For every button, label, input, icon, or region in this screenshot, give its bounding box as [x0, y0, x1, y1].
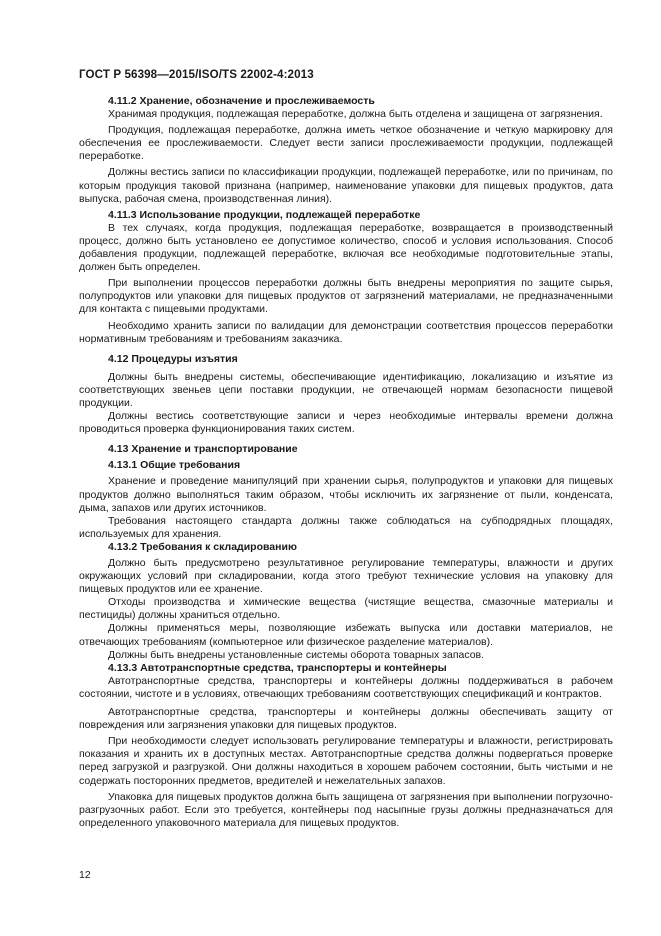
- paragraph: Продукция, подлежащая переработке, должна иметь четкое обозначение и четкую маркировку для обеспечения ее прослеживаемости. Следует вести записи прослеживаемости продукции, подлежащей переработке.: [79, 124, 613, 163]
- section-heading-4-13-3: 4.13.3 Автотранспортные средства, транспортеры и контейнеры: [108, 661, 447, 674]
- paragraph: Упаковка для пищевых продуктов должна быть защищена от загрязнения при выполнении погрузочно-разгрузочных работ. Если это требуется, контейнеры под насыпные грузы должны предназначаться для определенного упаковочного материала для пищевых продуктов.: [79, 790, 613, 829]
- paragraph: Должны быть внедрены системы, обеспечивающие идентификацию, локализацию и изъятие из соответствующих звеньев цепи поставки продукции, не отвечающей нормам безопасности пищевой продукции.: [79, 370, 613, 409]
- paragraph: Должно быть предусмотрено результативное регулирование температуры, влажности и других окружающих условий при складировании, когда этого требуют технические условия на упаковку для пищевых продуктов или ее хранение.: [79, 557, 613, 596]
- paragraph: При необходимости следует использовать регулирование температуры и влажности, регистрировать показания и хранить их в доступных местах. Автотранспортные средства должны подвергаться проверке перед загрузкой и разгрузкой. Они должны находиться в хорошем рабочем состоянии, быть чистыми и не содержать посторонних предметов, вредителей и нежелательных запахов.: [79, 735, 613, 787]
- paragraph: Должны вестись записи по классификации продукции, подлежащей переработке, или по причинам, по которым продукция таковой признана (например, наименование упаковки для пищевых продуктов, дата выпуска, рабочая смена, производственная линия).: [79, 166, 613, 205]
- section-heading-4-13-1: 4.13.1 Общие требования: [108, 459, 241, 472]
- paragraph: В тех случаях, когда продукция, подлежащая переработке, возвращается в производственный процесс, должно быть установлено ее допустимое количество, способ и условия использования. Способ добавления продукции, подлежащей переработке, включая все необходимые подготовительные этапы, должен быть определен.: [79, 221, 613, 274]
- section-heading-4-11-2: 4.11.2 Хранение, обозначение и прослеживаемость: [108, 95, 375, 107]
- paragraph: Должны вестись соответствующие записи и через необходимые интервалы времени должна проводиться проверка функционирования таких систем.: [79, 410, 613, 436]
- section-heading-4-13-2: 4.13.2 Требования к складированию: [108, 540, 297, 553]
- section-heading-4-12: 4.12 Процедуры изъятия: [108, 352, 238, 365]
- document-code-header: ГОСТ Р 56398—2015/ISO/TS 22002-4:2013: [79, 68, 314, 81]
- paragraph: Хранение и проведение манипуляций при хранении сырья, полупродуктов и упаковки для пищевых продуктов должно выполняться таким образом, чтобы исключить их загрязнение от пыли, конденсата, дыма, запахов или других источников.: [79, 475, 613, 514]
- paragraph: Автотранспортные средства, транспортеры и контейнеры должны обеспечивать защиту от повреждения или загрязнения упаковки для пищевых продуктов.: [79, 706, 613, 732]
- document-body: [79, 95, 613, 830]
- paragraph: При выполнении процессов переработки должны быть внедрены мероприятия по защите сырья, полупродуктов или упаковки для пищевых продуктов от загрязнений материалами, не предназначенными для контакта с пищевыми продуктами.: [79, 277, 613, 316]
- paragraph: Хранимая продукция, подлежащая переработке, должна быть отделена и защищена от загрязнения.: [108, 108, 603, 121]
- page-number: 12: [79, 869, 91, 881]
- section-heading-4-11-3: 4.11.3 Использование продукции, подлежащей переработке: [108, 208, 421, 221]
- paragraph: Необходимо хранить записи по валидации для демонстрации соответствия процессов переработки нормативным требованиям и требованиям заказчика.: [79, 319, 613, 345]
- paragraph: Должны применяться меры, позволяющие избежать выпуска или доставки материалов, не отвечающих требованиям (компьютерное или физическое разделение материалов).: [79, 622, 613, 648]
- paragraph: Должны быть внедрены установленные системы оборота товарных запасов.: [108, 648, 485, 661]
- paragraph: Отходы производства и химические вещества (чистящие вещества, смазочные материалы и пестициды) должны храниться отдельно.: [79, 596, 613, 622]
- section-heading-4-13: 4.13 Хранение и транспортирование: [108, 443, 298, 456]
- paragraph: Требования настоящего стандарта должны также соблюдаться на субподрядных площадях, используемых для хранения.: [79, 514, 613, 540]
- paragraph: Автотранспортные средства, транспортеры и контейнеры должны поддерживаться в рабочем состоянии, чистоте и в условиях, отвечающих требованиям соответствующих спецификаций и контрактов.: [79, 674, 613, 700]
